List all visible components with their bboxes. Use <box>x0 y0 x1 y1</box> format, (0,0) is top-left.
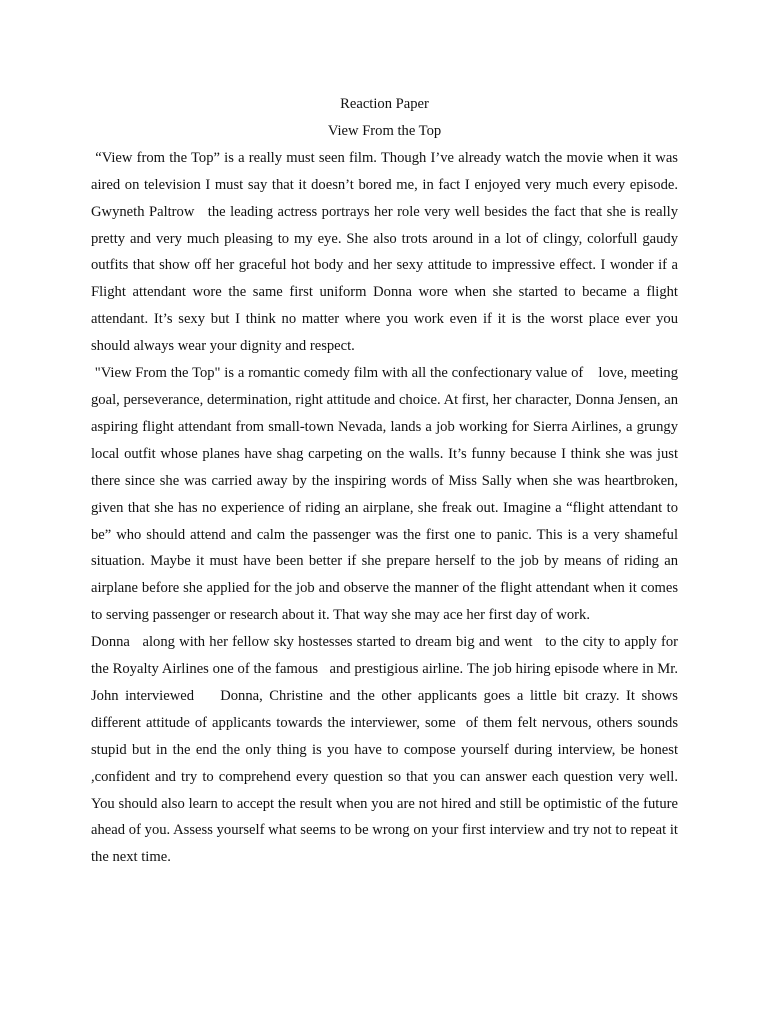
document-subtitle: View From the Top <box>327 122 442 139</box>
paragraph-1: “View from the Top” is a really must seen film. Though I’ve already watch the movie when it was aired on television I must say that it doesn’t bored me, in fact I enjoyed very much every episode. Gwyneth Paltrow the leading actress portrays her role very well besides the fact that she is really pretty and very much pleasing to my eye. She also trots around in a lot of clingy, colorfull gaudy outfits that show off her graceful hot body and her sexy attitude to impressive effect. I wonder if a Flight attendant wore the same first uniform Donna wore when she started to became a flight attendant. It’s sexy but I think no matter where you work even if it is the worst place ever you should always wear your dignity and respect. <box>91 149 686 355</box>
document-body <box>91 91 686 871</box>
paragraph-3: Donna along with her fellow sky hostesses started to dream big and went to the city to apply for the Royalty Airlines one of the famous and prestigious airline. The job hiring episode where in Mr. John interviewed Donna, Christine and the other applicants goes a little bit crazy. It shows different attitude of applicants towards the interviewer, some of them felt nervous, others sounds stupid but in the end the only thing is you have to compose yourself during interview, be honest ,confident and try to comprehend every question so that you can answer each question very well. You should also learn to accept the result when you are not hired and still be optimistic of the future ahead of you. Assess yourself what seems to be wrong on your first interview and try not to repeat it the next time. <box>91 634 682 866</box>
paragraph-2: "View From the Top" is a romantic comedy film with all the confectionary value of love, meeting goal, perseverance, determination, right attitude and choice. At first, her character, Donna Jensen, an aspiring flight attendant from small-town Nevada, lands a job working for Sierra Airlines, a grungy local outfit whose planes have shag carpeting on the walls. It’s funny because I think she was just there since she was carried away by the inspiring words of Miss Sally when she was heartbroken, given that she has no experience of riding an airplane, she freak out. Imagine a “flight attendant to be” who should attend and calm the passenger was the first one to panic. This is a very shameful situation. Maybe it must have been better if she prepare herself to the job by means of riding an airplane before she applied for the job and observe the manner of the flight attendant when it comes to serving passenger or research about it. That way she may ace her first day of work. <box>91 365 682 624</box>
document-title: Reaction Paper <box>340 96 429 112</box>
